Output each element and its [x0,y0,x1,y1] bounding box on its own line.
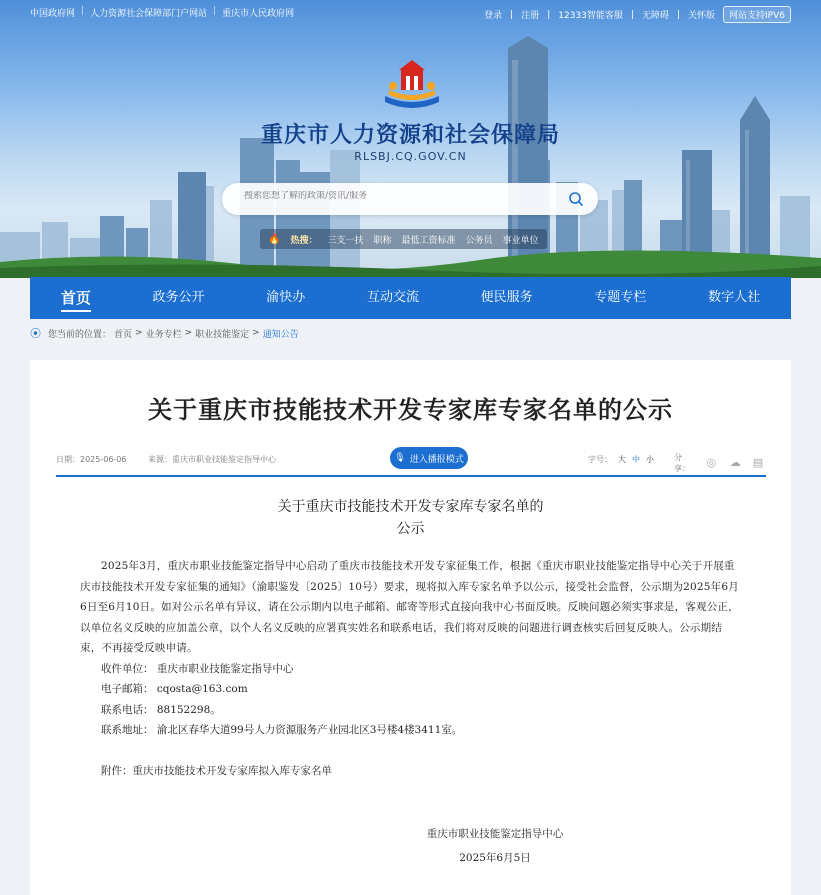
nav-topics[interactable]: 专题专栏 [594,290,647,305]
search-input[interactable] [244,191,564,201]
hot-word[interactable]: 三支一扶 [327,235,364,246]
header-banner [0,0,821,278]
hot-word[interactable]: 职称 [373,235,392,246]
breadcrumb-link[interactable]: 首页 [114,329,133,340]
body-paragraph: 2025年3月，重庆市职业技能鉴定指导中心启动了重庆市技能技术开发专家征集工作，根据《重庆市职业技能鉴定指导中心关于开展重庆市技能技术开发专家征集的通知》（渝职鉴发〔2025〕10号）要求，现将拟入库专家名单予以公示，接受社会监督，公示期为2025年6月6日至6月10日。如对公示名单有异议，请在公示期内以电子邮箱、邮寄等形式直接向我中心书面反映。反映问题必须实事求是，客观公正，以单位名义反映的应加盖公章，以个人名义反映的应署真实姓名和联系电话，我们将对反映的问题进行调查核实后回复反映人。公示期结束，不再接受反映申请。 [80,560,739,654]
document-title-line: 关于重庆市技能技术开发专家库专家名单的 [277,499,544,515]
contact-line: 收件单位： 重庆市职业技能鉴定指导中心 [101,662,294,675]
print-icon[interactable]: ▤ [752,456,764,469]
signature-org: 重庆市职业技能鉴定指导中心 [426,828,564,840]
nav-digital[interactable]: 数字人社 [708,290,761,305]
article-body [80,556,742,781]
nav-interaction[interactable]: 互动交流 [366,290,419,305]
site-title: 重庆市人力资源和社会保障局 [260,123,560,148]
share-label: 分享： [674,453,690,473]
divider [56,475,766,477]
login-link[interactable]: 登录 [484,11,503,21]
broadcast-label: 进入播报模式 [409,454,464,465]
signature-block [420,822,570,870]
top-links-bar: 中国政府网 | 人力资源社会保障部门户网站 | 重庆市人民政府网 登录 | 注册 | 12333智能客服 | 无障碍 | 关怀版 网站支持IPV6 [0,0,821,24]
signature-date: 2025年6月5日 [459,852,531,864]
link-mohrss[interactable]: 人力资源社会保障部门户网站 [90,9,208,19]
register-link[interactable]: 注册 [521,11,540,21]
microphone-icon: 🎙 [394,453,406,463]
search-icon[interactable] [568,191,584,207]
attachment-link[interactable]: 附件：重庆市技能技术开发专家库拟入库专家名单 [101,764,332,777]
hot-search-bar [260,229,547,249]
accessibility-link[interactable]: 无障碍 [641,11,669,21]
article-card [30,360,791,895]
main-nav [30,277,791,319]
link-cq-gov[interactable]: 重庆市人民政府网 [222,9,295,19]
contact-line: 电子邮箱： cqosta@163.com [101,683,248,695]
nav-yukuaiban[interactable]: 渝快办 [266,290,306,305]
smart-service-link[interactable]: 12333智能客服 [558,11,623,21]
contact-line: 联系电话： 88152298。 [101,703,221,716]
location-pin-icon: ⦿ [30,327,41,340]
document-title [30,496,791,540]
breadcrumb-link[interactable]: 业务专栏 [145,329,182,340]
contact-line: 联系地址： 渝北区春华大道99号人力资源服务产业园北区3号楼4楼3411室。 [101,724,463,736]
font-size-large[interactable]: 大 [618,455,626,464]
article-meta [56,450,766,473]
search-box [222,183,598,215]
nav-gov-affairs[interactable]: 政务公开 [152,290,205,305]
fire-icon: 🔥 [268,233,281,245]
hot-search-label: 热搜： [290,235,318,246]
font-size-medium[interactable]: 中 [632,455,640,464]
bureau-logo [379,56,445,112]
broadcast-mode-button[interactable] [390,447,468,469]
breadcrumb-link[interactable]: 职业技能鉴定 [195,329,250,340]
share-bar [674,452,766,474]
font-size-label: 字号： [588,455,612,464]
breadcrumb: ⦿ 您当前的位置： 首页 > 业务专栏 > 职业技能鉴定 > 通知公告 [30,327,299,340]
article-source: 来源：重庆市职业技能鉴定指导中心 [148,455,276,464]
wechat-icon[interactable]: ☁ [729,456,741,469]
breadcrumb-current[interactable]: 通知公告 [262,329,299,340]
publish-date: 日期：2025-06-06 [56,455,127,464]
ipv6-badge: 网站支持IPV6 [723,6,791,23]
article-title: 关于重庆市技能技术开发专家库专家名单的公示 [148,396,673,424]
font-size-switcher [588,454,654,465]
hot-word[interactable]: 公务员 [465,235,493,246]
hot-word[interactable]: 事业单位 [502,235,539,246]
document-title-line: 公示 [396,521,425,537]
hot-word[interactable]: 最低工资标准 [401,235,456,246]
elderly-mode-link[interactable]: 关怀版 [688,11,716,21]
site-domain: RLSBJ.CQ.GOV.CN [354,150,467,163]
breadcrumb-prefix: 您当前的位置： [48,329,112,340]
link-gov[interactable]: 中国政府网 [30,9,76,19]
font-size-small[interactable]: 小 [646,455,654,464]
nav-services[interactable]: 便民服务 [480,290,533,305]
nav-home[interactable]: 首页 [55,277,97,319]
weibo-icon[interactable]: ◎ [706,456,717,469]
